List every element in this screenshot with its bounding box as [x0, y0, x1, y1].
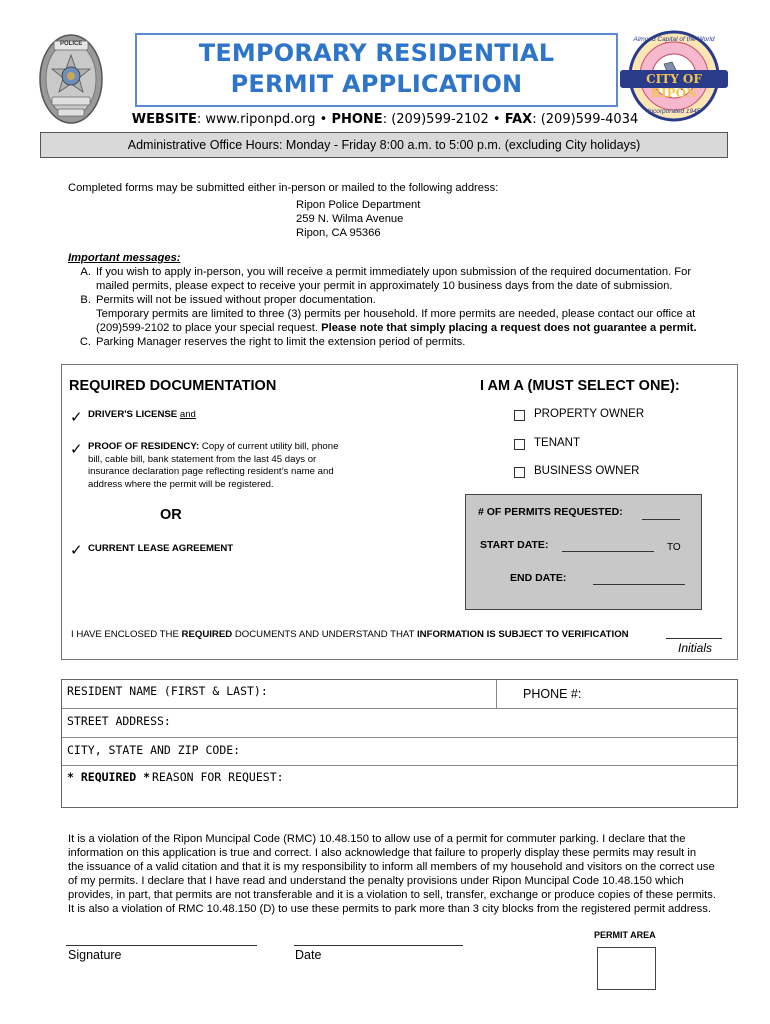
title-box [135, 33, 618, 107]
important-messages [68, 251, 718, 349]
declaration-line: It is a violation of the Ripon Muncipal Code (RMC) 10.48.150 to allow use of a permit for commuter parking. I declare that the [68, 833, 686, 845]
address-line: Ripon Police Department [296, 199, 421, 211]
property-owner-label: PROPERTY OWNER [534, 408, 645, 420]
submit-intro: Completed forms may be submitted either in-person or mailed to the following address: [68, 182, 499, 194]
date-line[interactable] [294, 945, 463, 946]
message-line: mailed permits, please expect to receive your permit in approximately 10 business days from the date of submission. [96, 280, 673, 292]
proof-text: insurance declaration page reflecting resident’s name and [88, 466, 334, 477]
check-icon: ✓ [70, 542, 83, 559]
drivers-license-item [88, 409, 196, 422]
message-line: Temporary permits are limited to three (3) permits per household. If more permits are needed, please contact our office at [96, 308, 696, 320]
city-state-zip-label: CITY, STATE AND ZIP CODE: [67, 743, 241, 757]
initials-label: Initials [678, 641, 713, 655]
message-key: C. [79, 336, 91, 348]
seal-bottom-text: Incorporated 1945 [647, 108, 701, 115]
num-permits-field[interactable] [642, 507, 680, 520]
address-line: Ripon, CA 95366 [296, 227, 381, 239]
signature-line[interactable] [66, 945, 257, 946]
tenant-label: TENANT [534, 437, 580, 449]
permit-area-box[interactable] [597, 947, 656, 990]
signature-label: Signature [68, 948, 122, 962]
lease-label: CURRENT LEASE AGREEMENT [88, 543, 234, 554]
name-row[interactable] [62, 680, 737, 709]
message-line: Parking Manager reserves the right to limit the extension period of permits. [96, 336, 466, 348]
check-icon: ✓ [70, 441, 83, 458]
proof-of-residency-item [88, 441, 368, 491]
end-date-label: END DATE: [510, 572, 567, 584]
declaration-text [68, 832, 728, 916]
message-item [68, 265, 718, 293]
iam-heading: I AM A (MUST SELECT ONE): [480, 378, 680, 394]
message-line: If you wish to apply in-person, you will receive a permit immediately upon submission of the required documentation. For [96, 266, 692, 278]
fax-label: FAX [504, 112, 533, 127]
message-item [68, 293, 718, 335]
reason-label: REASON FOR REQUEST: [152, 770, 284, 784]
title-line-2: PERMIT APPLICATION [230, 70, 523, 98]
mailing-address [296, 198, 420, 240]
permit-request-box [465, 494, 702, 610]
phone-label: PHONE #: [523, 687, 582, 701]
check-icon: ✓ [70, 409, 83, 426]
lease-item [88, 543, 233, 556]
phone-label: PHONE [331, 112, 383, 127]
declaration-line: the issuance of a valid citation and that it is my responsibility to inform all members of my household and visitors on the correct use [68, 861, 715, 873]
reason-required-label: * REQUIRED * [67, 770, 151, 784]
address-line: 259 N. Wilma Avenue [296, 213, 404, 225]
contact-line [0, 112, 770, 127]
permit-area-label: PERMIT AREA [594, 930, 656, 940]
to-label: TO [667, 542, 681, 553]
property-owner-checkbox[interactable] [514, 410, 525, 421]
date-label: Date [295, 948, 322, 962]
badge-text: POLICE [60, 41, 83, 47]
proof-text: address where the permit will be registered. [88, 478, 274, 490]
declaration-line: information on this application is true and correct. I also acknowledge that failure to properly display these permits may result in [68, 847, 697, 859]
message-line: Permits will not be issued without proper documentation. [96, 294, 376, 306]
proof-label: PROOF OF RESIDENCY: [88, 441, 200, 452]
important-heading: Important messages: [68, 252, 181, 264]
enclosed-text: DOCUMENTS AND UNDERSTAND THAT [232, 629, 417, 640]
website-label: WEBSITE [131, 112, 197, 127]
enclosed-statement [71, 629, 629, 640]
resident-info-table [61, 679, 738, 808]
message-item [68, 335, 718, 349]
and-label: and [179, 409, 196, 420]
initials-field[interactable] [666, 627, 722, 639]
phone-value: : (209)599-2102 • [382, 112, 505, 127]
start-date-label: START DATE: [480, 539, 549, 551]
city-row[interactable] [62, 738, 737, 766]
start-date-field[interactable] [562, 539, 654, 552]
proof-text: bill, cable bill, bank statement from the last 45 days or [88, 453, 317, 465]
business-owner-checkbox[interactable] [514, 467, 525, 478]
proof-text: Copy of current utility bill, phone [199, 441, 339, 452]
enclosed-text: I HAVE ENCLOSED THE [71, 629, 182, 640]
required-heading: REQUIRED DOCUMENTATION [69, 378, 277, 394]
message-bold-note: Please note that simply placing a request does not guarantee a permit. [321, 322, 697, 334]
tenant-checkbox[interactable] [514, 439, 525, 450]
business-owner-label: BUSINESS OWNER [534, 465, 640, 477]
message-key: B. [80, 294, 91, 306]
end-date-field[interactable] [593, 572, 685, 585]
message-line: (209)599-2102 to place your special request. [96, 322, 322, 334]
declaration-line: of my permits. I declare that I have read and understand the penalty provisions under Ripon Muncipal Code 10.48.150 which [68, 875, 684, 887]
reason-row[interactable] [62, 766, 737, 809]
or-label: OR [160, 507, 182, 523]
street-row[interactable] [62, 709, 737, 738]
num-permits-label: # OF PERMITS REQUESTED: [478, 506, 623, 518]
title-line-1: TEMPORARY RESIDENTIAL [198, 39, 555, 67]
enclosed-info: INFORMATION IS SUBJECT TO VERIFICATION [416, 629, 629, 640]
seal-top-text: Almond Capital of the World [633, 36, 715, 43]
drivers-license-label: DRIVER'S LICENSE [88, 409, 178, 420]
enclosed-required: REQUIRED [181, 629, 233, 640]
message-key: A. [80, 266, 91, 278]
declaration-line: provides, in part, that permits are not transferable and it is a violation to sell, transfer, exchange or produce copies of these permits. [68, 889, 716, 901]
website-value: : www.riponpd.org • [196, 112, 332, 127]
seal-city-text: CITY OF RIPON [646, 72, 702, 100]
fax-value: : (209)599-4034 [532, 112, 639, 127]
street-address-label: STREET ADDRESS: [67, 714, 171, 728]
office-hours-bar: Administrative Office Hours: Monday - Friday 8:00 a.m. to 5:00 p.m. (excluding City holidays) [40, 132, 728, 158]
declaration-line: It is also a violation of RMC 10.48.150 (D) to use these permits to park more than 3 city blocks from the registered permit address. [68, 903, 711, 915]
resident-name-label: RESIDENT NAME (FIRST & LAST): [67, 684, 268, 698]
